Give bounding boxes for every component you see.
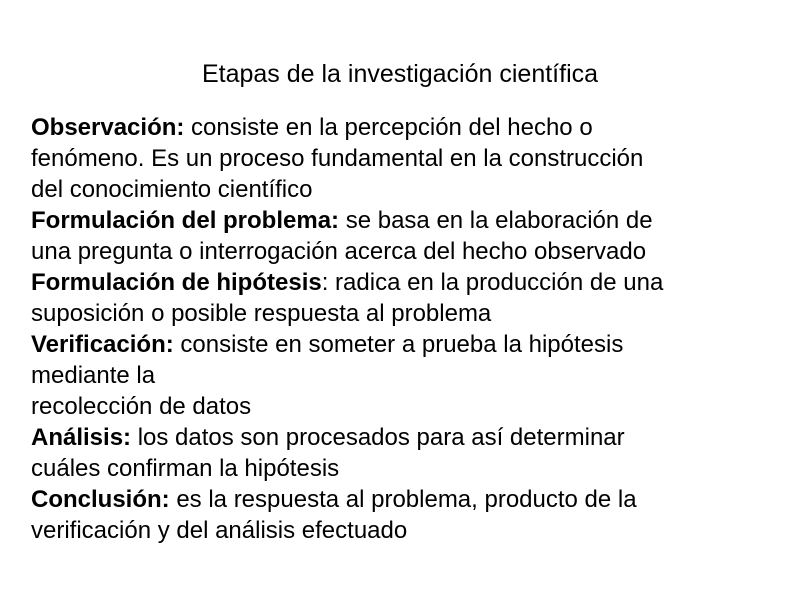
slide-body xyxy=(31,112,781,546)
line-text: consiste en someter a prueba la hipótesis xyxy=(173,331,624,358)
term-verificacion: Verificación: xyxy=(31,331,174,358)
term-conclusion: Conclusión: xyxy=(31,486,170,513)
body-line xyxy=(31,267,781,298)
line-text: consiste en la percepción del hecho o xyxy=(184,114,593,141)
term-formulacion-problema: Formulación del problema: xyxy=(31,207,340,234)
line-text: recolección de datos xyxy=(31,393,252,420)
body-line xyxy=(31,484,781,515)
body-line xyxy=(31,515,781,546)
body-line xyxy=(31,143,781,174)
line-text: se basa en la elaboración de xyxy=(339,207,653,234)
line-text: fenómeno. Es un proceso fundamental en la construcción xyxy=(31,145,644,172)
line-text: una pregunta o interrogación acerca del hecho observado xyxy=(31,238,647,265)
term-observacion: Observación: xyxy=(31,114,185,141)
term-analisis: Análisis: xyxy=(31,424,132,451)
line-text: verificación y del análisis efectuado xyxy=(31,517,408,544)
body-line xyxy=(31,174,781,205)
body-line xyxy=(31,422,781,453)
term-formulacion-hipotesis: Formulación de hipótesis xyxy=(31,269,322,296)
line-text: mediante la xyxy=(31,362,156,389)
body-line xyxy=(31,298,781,329)
line-text: es la respuesta al problema, producto de la xyxy=(169,486,637,513)
line-text: cuáles confirman la hipótesis xyxy=(31,455,340,482)
body-line xyxy=(31,236,781,267)
line-text: : radica en la producción de una xyxy=(321,269,664,296)
body-line xyxy=(31,391,781,422)
body-line xyxy=(31,112,781,143)
line-text: del conocimiento científico xyxy=(31,176,313,203)
line-text: los datos son procesados para así determinar xyxy=(131,424,625,451)
body-line xyxy=(31,360,781,391)
body-line xyxy=(31,329,781,360)
slide-title: Etapas de la investigación científica xyxy=(201,60,599,88)
body-line xyxy=(31,453,781,484)
line-text: suposición o posible respuesta al problema xyxy=(31,300,492,327)
body-line xyxy=(31,205,781,236)
